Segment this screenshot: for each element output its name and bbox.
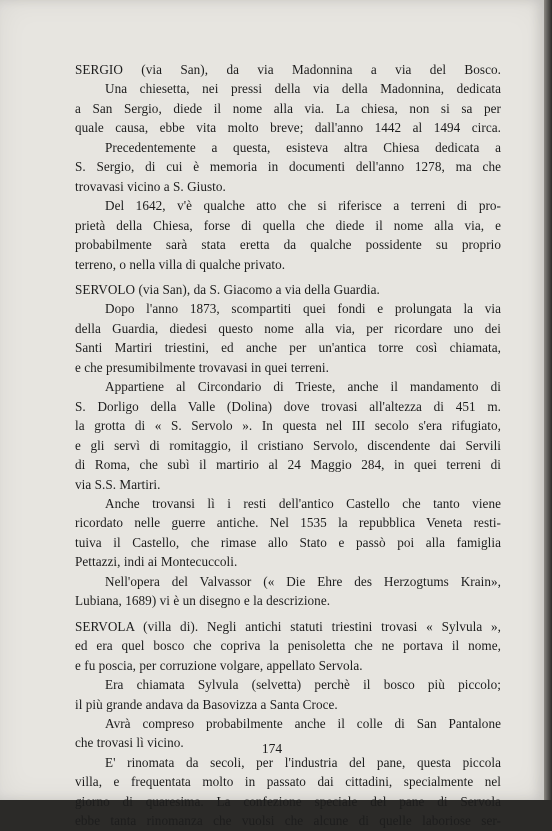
text-line: il più grande andava da Basovizza a Santa Croce. bbox=[75, 696, 338, 712]
text-line: terreno, o nella villa di qualche privato. bbox=[75, 256, 286, 272]
text-line: Precedentemente a questa, esisteva altra Chiesa dedicata a bbox=[105, 139, 501, 155]
text-line: Avrà compreso probabilmente anche il colle di San Pantalone bbox=[105, 715, 501, 731]
text-line: Del 1642, v'è qualche atto che si riferisce a terreni di pro- bbox=[105, 198, 501, 214]
text-line: giorno di quaresima. La confezione speciale del pane di Servola bbox=[75, 793, 501, 809]
text-line: a San Sergio, diede il nome alla via. La chiesa, non si sa per bbox=[75, 100, 501, 116]
entry-servola bbox=[75, 617, 501, 831]
text-line: S. Dorligo della Valle (Dolina) dove trovasi all'altezza di 451 m. bbox=[75, 398, 501, 414]
text-line: Pettazzi, indi ai Montecuccoli. bbox=[75, 554, 238, 570]
page-number: 174 bbox=[261, 741, 283, 756]
entry-heading: SERVOLO (via San), da S. Giacomo a via della Guardia. bbox=[75, 281, 380, 297]
text-line: di Roma, che subì il martirio al 24 Maggio 284, in quei terreni di bbox=[75, 457, 501, 473]
text-line: ricordato nelle guerre antiche. Nel 1535 la repubblica Veneta resti- bbox=[75, 515, 501, 531]
text-line: che trovasi lì vicino. bbox=[75, 735, 184, 751]
text-line: tuiva il Castello, che rimase allo Stato e passò poi alla famiglia bbox=[75, 534, 501, 550]
text-line: la grotta di « S. Servolo ». In questa nel III secolo s'era rifugiato, bbox=[75, 418, 501, 434]
text-line: trovavasi vicino a S. Giusto. bbox=[75, 178, 226, 194]
text-line: quale causa, ebbe vita molto breve; dall'anno 1442 al 1494 circa. bbox=[75, 120, 501, 136]
text-line: Una chiesetta, nei pressi della via della Madonnina, dedicata bbox=[105, 81, 501, 97]
entry-servolo bbox=[75, 280, 501, 611]
text-line: e gli servì di romitaggio, il cristiano Servolo, discendente dai Servili bbox=[75, 437, 501, 453]
page-body bbox=[75, 60, 501, 831]
text-line: ed era quel bosco che copriva la penisoletta che ne portava il nome, bbox=[75, 638, 501, 654]
text-line: della Guardia, diedesi questo nome alla via, per ricordare uno dei bbox=[75, 320, 501, 336]
entry-sergio bbox=[75, 60, 501, 274]
text-line: prietà della Chiesa, forse di quella che diede il nome alla via, e bbox=[75, 217, 501, 233]
text-line: E' rinomata da secoli, per l'industria del pane, questa piccola bbox=[105, 754, 501, 770]
text-line: Lubiana, 1689) vi è un disegno e la descrizione. bbox=[75, 593, 331, 609]
text-line: e fu poscia, per corruzione volgare, appellato Servola. bbox=[75, 657, 363, 673]
page-edge bbox=[544, 0, 552, 800]
text-line: ebbe tanta rinomanza che vuolsi che alcune di quelle laboriose ser- bbox=[75, 813, 501, 829]
text-line: Appartiene al Circondario di Trieste, anche il mandamento di bbox=[105, 379, 501, 395]
text-line: probabilmente sarà stata eretta da qualche possidente su proprio bbox=[75, 237, 501, 253]
text-line: Era chiamata Sylvula (selvetta) perchè il bosco più piccolo; bbox=[105, 677, 501, 693]
text-line: Dopo l'anno 1873, scompartiti quei fondi e prolungata la via bbox=[105, 301, 501, 317]
text-line: villa, e frequentata molto in passato dai cittadini, specialmente nel bbox=[75, 774, 501, 790]
text-line: Nell'opera del Valvassor (« Die Ehre des Herzogtums Krain», bbox=[105, 573, 501, 589]
text-line: via S.S. Martiri. bbox=[75, 476, 161, 492]
entry-heading: SERGIO (via San), da via Madonnina a via del Bosco. bbox=[75, 62, 501, 77]
entry-heading: SERVOLA (villa di). Negli antichi statuti triestini trovasi « Sylvula », bbox=[75, 618, 501, 634]
text-line: Santi Martiri triestini, ed anche per un'antica torre così chiamata, bbox=[75, 340, 501, 356]
text-line: S. Sergio, di cui è memoria in documenti dell'anno 1278, ma che bbox=[75, 159, 501, 175]
text-line: Anche trovansi lì i resti dell'antico Castello che tanto viene bbox=[105, 495, 501, 511]
text-line: e che presumibilmente trovavasi in quei terreni. bbox=[75, 359, 329, 375]
